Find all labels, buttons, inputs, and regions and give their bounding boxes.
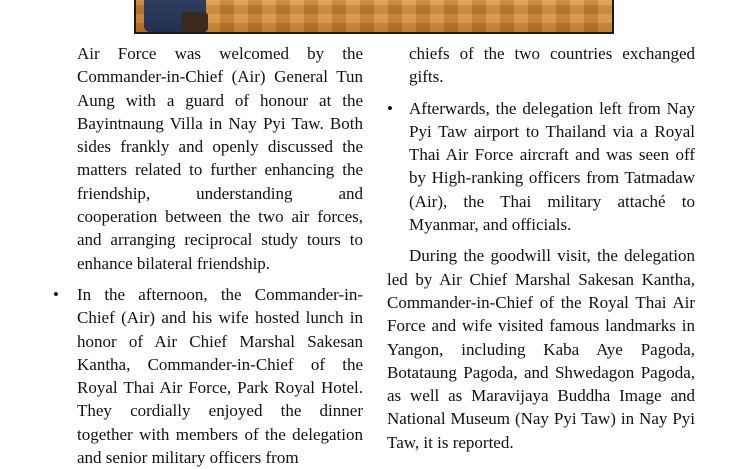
bullet-icon: • xyxy=(53,284,59,304)
article-photo xyxy=(134,0,614,34)
right-column xyxy=(387,42,695,454)
bullet-text: Afterwards, the delegation left from Nay Pyi Taw airport to Thailand via a Royal Thai Air Force aircraft and was seen off by High-ranking officers from Tatmadaw (Air), the Thai military attaché to Myanmar, and officials. xyxy=(409,98,695,235)
bullet-icon: • xyxy=(387,98,393,118)
continued-paragraph: Air Force was welcomed by the Commander-in-Chief (Air) General Tun Aung with a guard of honour at the Bayintnaung Villa in Nay Pyi Taw. Both sides frankly and openly discussed the matters related to further enhancing the friendship, understanding and cooperation between the two air forces, and arranging reciprocal study tours to enhance bilateral friendship. xyxy=(77,44,363,273)
bullet-item-lunch xyxy=(53,283,363,469)
closing-paragraph: During the goodwill visit, the delegation led by Air Chief Marshal Sakesan Kantha, Commander-in-Chief of the Royal Thai Air Force and wife visited famous landmarks in Yangon, including Kaba Aye Pagoda, Botataung Pagoda, and Shwedagon Pagoda, as well as Maravijaya Buddha Image and National Museum (Nay Pyi Taw) in Nay Pyi Taw, it is reported. xyxy=(387,246,695,452)
left-column xyxy=(53,42,363,469)
photo-figure xyxy=(144,0,206,32)
bullet-item-departure xyxy=(387,97,695,237)
continued-bullet-text: chiefs of the two countries exchanged gifts. xyxy=(409,44,695,87)
bullet-text: In the afternoon, the Commander-in-Chief (Air) and his wife hosted lunch in honor of Air Chief Marshal Sakesan Kantha, Commander-in-Chief of the Royal Thai Air Force, Park Royal Hotel. They cordially enjoyed the dinner together with members of the delegation and senior military officers from xyxy=(77,284,363,468)
